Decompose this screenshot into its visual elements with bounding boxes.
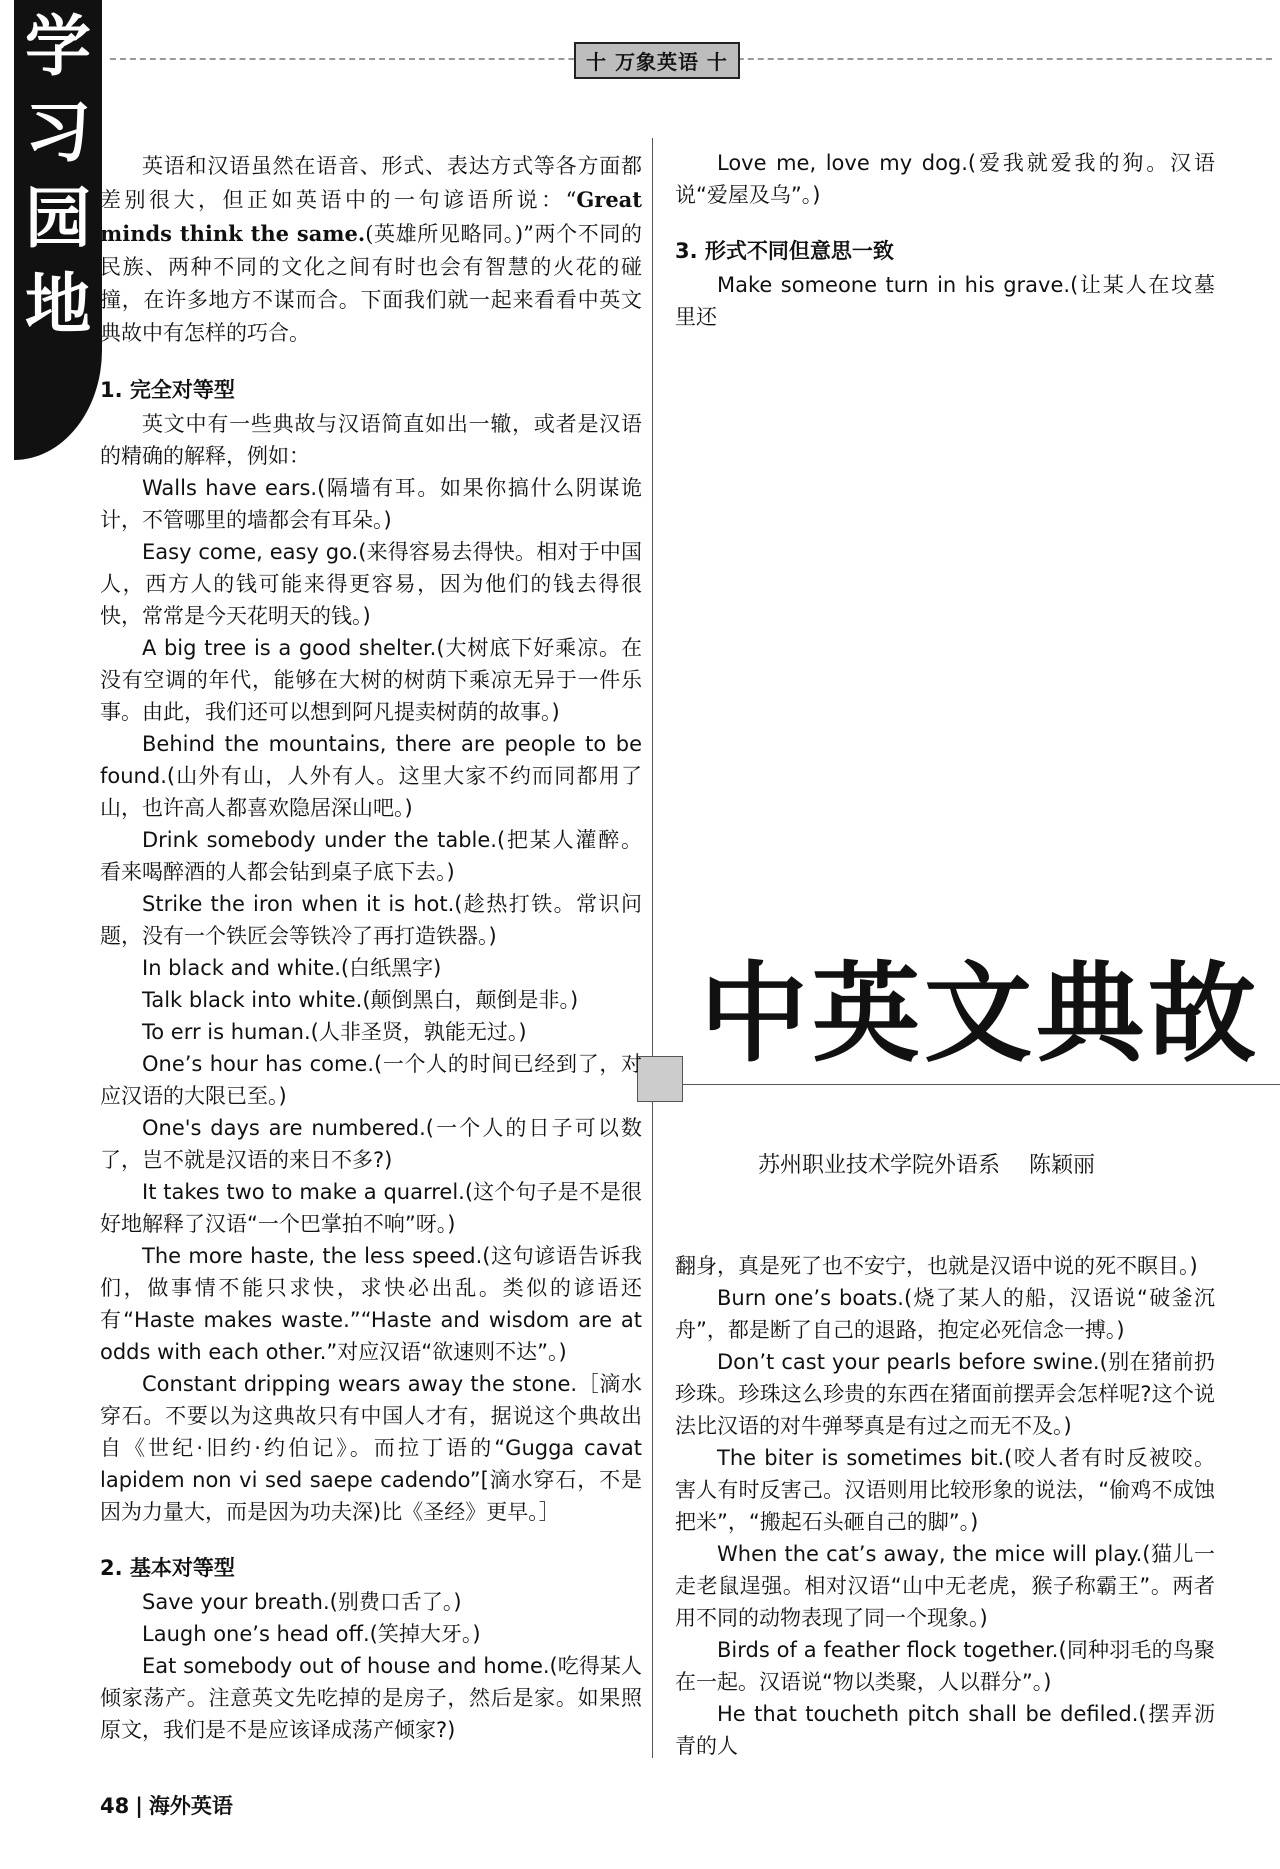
sidebar-char-3: 园 — [25, 180, 91, 257]
paragraph: Love me, love my dog.(爱我就爱我的狗。汉语说“爱屋及乌”。) — [675, 151, 1215, 207]
paragraph: The biter is sometimes bit.(咬人者有时反被咬。害人有时反害己。汉语则用比较形象的说法，“偷鸡不成蚀把米”，“搬起石头砸自己的脚”。) — [675, 1446, 1215, 1534]
paragraph: Drink somebody under the table.(把某人灌醉。看来喝醉酒的人都会钻到桌子底下去。) — [100, 828, 642, 884]
paragraph: Constant dripping wears away the stone.［滴水穿石。不要以为这典故只有中国人才有，据说这个典故出自《世纪·旧约·约伯记》。而拉丁语的“Gugga cavat lapidem non vi sed saepe cadendo”[滴水穿石，不是因为力量大，而是因为功夫深)比《圣经》更早。］ — [100, 1372, 642, 1524]
section-heading: 3. 形式不同但意思一致 — [675, 239, 894, 263]
section-heading: 1. 完全对等型 — [100, 378, 235, 402]
paragraph: Eat somebody out of house and home.(吃得某人倾家荡产。注意英文先吃掉的是房子，然后是家。如果照原文，我们是不是应该译成荡产倾家?) — [100, 1654, 642, 1742]
column-badge: 十 万象英语 十 — [574, 42, 740, 79]
paragraph: A big tree is a good shelter.(大树底下好乘凉。在没有空调的年代，能够在大树的树荫下乘凉无异于一件乐事。由此，我们还可以想到阿凡提卖树荫的故事。) — [100, 636, 642, 724]
paragraph: Walls have ears.(隔墙有耳。如果你搞什么阴谋诡计，不管哪里的墙都会有耳朵。) — [100, 476, 642, 532]
paragraph: In black and white.(白纸黑字) — [142, 956, 442, 980]
paragraph: The more haste, the less speed.(这句谚语告诉我们，做事情不能只求快，求快必出乱。类似的谚语还有“Haste makes waste.”“Haste and wisdom are at odds with each other.”对应汉语“欲速则不达”。) — [100, 1244, 642, 1364]
right-column-bottom — [675, 1250, 1215, 1762]
section-heading: 2. 基本对等型 — [100, 1556, 235, 1580]
paragraph: Talk black into white.(颠倒黑白，颠倒是非。) — [142, 988, 579, 1012]
page-number: 48 — [100, 1794, 130, 1818]
paragraph: One’s hour has come.(一个人的时间已经到了，对应汉语的大限已至。) — [100, 1052, 642, 1108]
sidebar-char-1: 学 — [25, 8, 91, 85]
paragraph: Don’t cast your pearls before swine.(别在猪前扔珍珠。珍珠这么珍贵的东西在猪面前摆弄会怎样呢?这个说法比汉语的对牛弹琴真是有过之而无不及。) — [675, 1350, 1215, 1438]
sidebar-char-2: 习 — [25, 94, 91, 171]
paragraph: Easy come, easy go.(来得容易去得快。相对于中国人，西方人的钱可能来得更容易，因为他们的钱去得很快，常常是今天花明天的钱。) — [100, 540, 642, 628]
sidebar-char-4: 地 — [25, 266, 91, 343]
left-column — [100, 150, 642, 1746]
author-byline: 苏州职业技术学院外语系 陈颖丽 — [758, 1153, 1095, 1178]
paragraph: It takes two to make a quarrel.(这个句子是不是很好地解释了汉语“一个巴掌拍不响”呀。) — [100, 1180, 642, 1236]
magazine-name: 海外英语 — [148, 1794, 233, 1818]
divider-square — [637, 1056, 683, 1102]
paragraph: Burn one’s boats.(烧了某人的船，汉语说“破釜沉舟”，都是断了自己的退路，抱定必死信念一搏。) — [675, 1286, 1215, 1342]
intro-quote: Great minds think the same. — [100, 187, 642, 246]
paragraph: Behind the mountains, there are people to be found.(山外有山，人外有人。这里大家不约而同都用了山，也许高人都喜欢隐居深山吧。) — [100, 732, 642, 820]
paragraph: To err is human.(人非圣贤，孰能无过。) — [142, 1020, 527, 1044]
paragraph: Laugh one’s head off.(笑掉大牙。) — [142, 1622, 481, 1646]
right-column-top — [675, 147, 1215, 333]
paragraph: One's days are numbered.(一个人的日子可以数了，岂不就是汉语的来日不多?) — [100, 1116, 642, 1172]
paragraph: 英文中有一些典故与汉语简直如出一辙，或者是汉语的精确的解释，例如： — [100, 412, 642, 468]
paragraph: Make someone turn in his grave.(让某人在坟墓里还 — [675, 273, 1215, 329]
footer-separator: | — [135, 1794, 143, 1818]
paragraph: 翻身，真是死了也不安宁，也就是汉语中说的死不瞑目。) — [675, 1254, 1198, 1278]
page-footer — [100, 1790, 233, 1820]
sidebar-tab — [14, 0, 102, 460]
paragraph: He that toucheth pitch shall be defiled.(摆弄沥青的人 — [675, 1702, 1215, 1758]
intro-text-before: 英语和汉语虽然在语音、形式、表达方式等各方面都差别很大，但正如英语中的一句谚语所说：“ — [100, 154, 642, 212]
paragraph: Strike the iron when it is hot.(趁热打铁。常识问题，没有一个铁匠会等铁冷了再打造铁器。) — [100, 892, 642, 948]
paragraph: Save your breath.(别费口舌了。) — [142, 1590, 462, 1614]
paragraph: Birds of a feather flock together.(同种羽毛的鸟聚在一起。汉语说“物以类聚，人以群分”。) — [675, 1638, 1215, 1694]
title-rule — [652, 1084, 1280, 1085]
intro-paragraph — [100, 150, 642, 350]
intro-text-after: (英雄所见略同。)”两个不同的民族、两种不同的文化之间有时也会有智慧的火花的碰撞，在许多地方不谋而合。下面我们就一起来看看中英文典故中有怎样的巧合。 — [100, 222, 643, 345]
paragraph: When the cat’s away, the mice will play.(猫儿一走老鼠逞强。相对汉语“山中无老虎，猴子称霸王”。两者用不同的动物表现了同一个现象。) — [675, 1542, 1215, 1630]
column-divider — [652, 138, 653, 1758]
article-title: 中英文典故 — [700, 952, 1261, 1077]
